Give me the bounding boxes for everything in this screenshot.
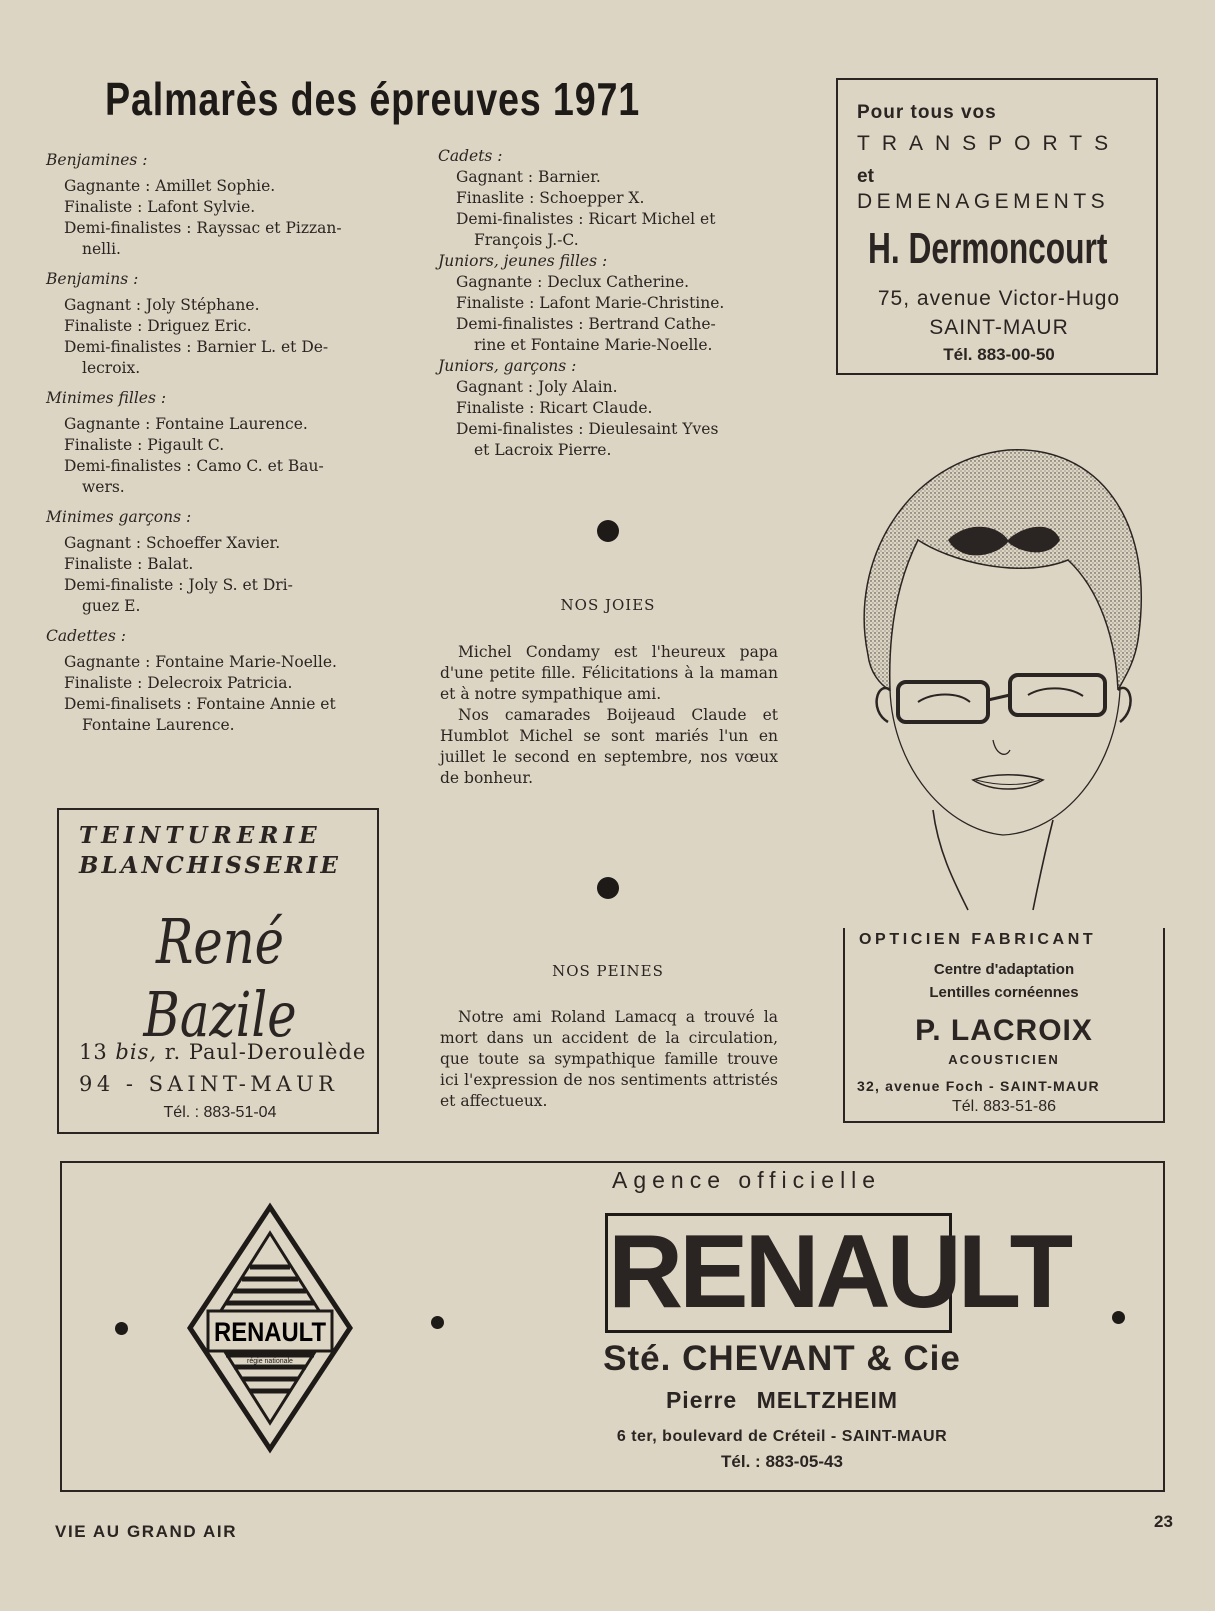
result-text: Finaliste : Ricart Claude. — [456, 399, 653, 417]
peines-heading: NOS PEINES — [552, 962, 664, 980]
ad-transports-line3: et — [857, 166, 874, 187]
result-text: Demi-finaliste : Joly S. et Dri- — [64, 576, 293, 594]
result-text: Gagnante : Declux Catherine. — [456, 273, 690, 291]
ad-teinturerie-line2: BLANCHISSERIE — [79, 852, 341, 879]
category-heading: Minimes garçons : — [46, 508, 192, 526]
result-text: Gagnant : Joly Alain. — [456, 378, 618, 396]
result-entry — [46, 316, 381, 337]
result-text: Finaliste : Balat. — [64, 555, 194, 573]
category-heading: Cadets : — [438, 147, 503, 165]
result-text: Finaslite : Schoepper X. — [456, 189, 645, 207]
result-entry — [46, 176, 381, 197]
result-entry — [438, 314, 778, 356]
ad-transports-city: SAINT-MAUR — [929, 316, 1069, 339]
result-entry — [438, 377, 778, 398]
ad-teinturerie-city: 94 - SAINT-MAUR — [79, 1072, 339, 1096]
palmares-left-column — [46, 150, 381, 736]
result-text: Demi-finalistes : Bertrand Cathe- — [456, 315, 716, 333]
ad-renault-person: Pierre MELTZHEIM — [665, 1387, 899, 1413]
ad-renault — [60, 1161, 1165, 1492]
ad-transports-line2: TRANSPORTS — [857, 132, 1121, 155]
ad-transports-line4: DEMENAGEMENTS — [857, 190, 1110, 213]
category-heading: Benjamines : — [46, 151, 148, 169]
result-entry — [438, 419, 778, 461]
result-entry — [46, 575, 381, 617]
result-entry — [438, 188, 778, 209]
joies-paragraph-1: Michel Condamy est l'heureux papa d'une petite fille. Félicitations à la maman et à notre sympathique ami. — [440, 643, 778, 703]
result-text: Gagnant : Barnier. — [456, 168, 601, 186]
renault-brand-wordmark: RENAULT — [605, 1213, 952, 1333]
result-text: Demi-finalistes : Barnier L. et De- — [64, 338, 329, 356]
ad-teinturerie — [57, 808, 379, 1134]
ad-renault-address: 6 ter, boulevard de Créteil - SAINT-MAUR — [616, 1428, 948, 1445]
ad-opticien-address: 32, avenue Foch - SAINT-MAUR — [857, 1078, 1100, 1094]
separator-bullet — [431, 1316, 444, 1329]
peines-text — [440, 1007, 778, 1112]
result-entry — [46, 533, 381, 554]
result-entry — [46, 694, 381, 736]
result-text: Finaliste : Pigault C. — [64, 436, 225, 454]
ad-transports-tel: Tél. 883-00-50 — [943, 345, 1055, 364]
joies-paragraph-2: Nos camarades Boijeaud Claude et Humblot Michel se sont mariés l'un en juillet le second en septembre, nos vœux de bonheur. — [440, 706, 778, 787]
result-text: Finaliste : Driguez Eric. — [64, 317, 252, 335]
result-text: Finaliste : Delecroix Patricia. — [64, 674, 293, 692]
ad-opticien-line1: OPTICIEN FABRICANT — [855, 931, 1100, 949]
renault-logo-subtext: régie nationale — [247, 1358, 293, 1365]
ad-teinturerie-address — [79, 1040, 366, 1064]
result-text: Demi-finalistes : Camo C. et Bau- — [64, 457, 324, 475]
result-text: Demi-finalistes : Rayssac et Pizzan- — [64, 219, 342, 237]
result-text: Demi-finalistes : Dieulesaint Yves — [456, 420, 719, 438]
category-heading: Cadettes : — [46, 627, 126, 645]
separator-bullet — [1112, 1311, 1125, 1324]
result-continuation: Fontaine Laurence. — [82, 716, 235, 734]
result-continuation: wers. — [82, 478, 125, 496]
result-entry — [438, 209, 778, 251]
result-entry — [438, 293, 778, 314]
ad-opticien-tel: Tél. 883-51-86 — [951, 1098, 1057, 1115]
ad-renault-company: Sté. CHEVANT & Cie — [603, 1339, 961, 1378]
result-entry — [46, 456, 381, 498]
category-heading: Minimes filles : — [46, 389, 167, 407]
result-text: Demi-finalistes : Ricart Michel et — [456, 210, 716, 228]
result-text: Gagnante : Amillet Sophie. — [64, 177, 276, 195]
result-entry — [46, 218, 381, 260]
result-continuation: lecroix. — [82, 359, 141, 377]
result-text: Demi-finalisets : Fontaine Annie et — [64, 695, 336, 713]
result-entry — [438, 398, 778, 419]
category-heading: Juniors, garçons : — [438, 357, 577, 375]
renault-diamond-logo — [186, 1203, 354, 1453]
separator-bullet — [115, 1322, 128, 1335]
result-text: Gagnant : Schoeffer Xavier. — [64, 534, 281, 552]
result-text: Gagnante : Fontaine Laurence. — [64, 415, 308, 433]
result-entry — [438, 272, 778, 293]
address-number: 13 — [79, 1040, 108, 1064]
palmares-middle-column — [438, 146, 778, 461]
result-continuation: François J.-C. — [474, 231, 579, 249]
joies-heading: NOS JOIES — [560, 596, 656, 614]
category-heading: Benjamins : — [46, 270, 139, 288]
ad-transports-address: 75, avenue Victor-Hugo — [877, 287, 1121, 310]
peines-paragraph-1: Notre ami Roland Lamacq a trouvé la mort dans un accident de la circulation, que toute sa sympathique famille trouve ici l'expression de nos sentiments attristés et affectueux. — [440, 1008, 778, 1110]
result-text: Gagnante : Fontaine Marie-Noelle. — [64, 653, 337, 671]
result-entry — [46, 435, 381, 456]
ad-opticien-name: P. LACROIX — [915, 1014, 1093, 1047]
ad-teinturerie-name: René Bazile — [143, 905, 297, 1051]
result-continuation: nelli. — [82, 240, 121, 258]
section-bullet — [597, 877, 619, 899]
ad-renault-heading: Agence officielle — [612, 1167, 882, 1193]
result-entry — [46, 295, 381, 316]
page-title: Palmarès des épreuves 1971 — [105, 73, 641, 125]
woman-with-glasses-illustration — [838, 440, 1158, 920]
result-text: Finaliste : Lafont Marie-Christine. — [456, 294, 725, 312]
result-entry — [46, 414, 381, 435]
ad-transports — [836, 78, 1158, 375]
ad-teinturerie-line1: TEINTURERIE — [79, 822, 322, 849]
footer-publication: VIE AU GRAND AIR — [55, 1522, 238, 1541]
result-entry — [46, 197, 381, 218]
renault-logo-text: RENAULT — [214, 1317, 327, 1347]
ad-opticien — [843, 928, 1165, 1123]
address-bis: bis, — [115, 1040, 158, 1064]
result-entry — [46, 673, 381, 694]
result-text: Finaliste : Lafont Sylvie. — [64, 198, 256, 216]
section-bullet — [597, 520, 619, 542]
ad-opticien-role: ACOUSTICIEN — [948, 1052, 1060, 1067]
result-continuation: rine et Fontaine Marie-Noelle. — [474, 336, 713, 354]
address-street: r. Paul-Deroulède — [164, 1040, 367, 1064]
ad-teinturerie-tel: Tél. : 883-51-04 — [163, 1104, 277, 1121]
result-entry — [438, 167, 778, 188]
ad-transports-line1: Pour tous vos — [857, 102, 997, 123]
ad-opticien-line2: Centre d'adaptation — [933, 961, 1075, 978]
result-entry — [46, 554, 381, 575]
ad-renault-tel: Tél. : 883-05-43 — [721, 1452, 843, 1471]
result-continuation: guez E. — [82, 597, 141, 615]
result-entry — [46, 337, 381, 379]
result-text: Gagnant : Joly Stéphane. — [64, 296, 260, 314]
category-heading: Juniors, jeunes filles : — [438, 252, 608, 270]
ad-opticien-line3: Lentilles cornéennes — [929, 984, 1079, 1001]
ad-transports-name: H. Dermoncourt — [868, 224, 1108, 273]
result-continuation: et Lacroix Pierre. — [474, 441, 612, 459]
footer-page-number: 23 — [1154, 1512, 1173, 1531]
joies-text — [440, 642, 778, 789]
result-entry — [46, 652, 381, 673]
